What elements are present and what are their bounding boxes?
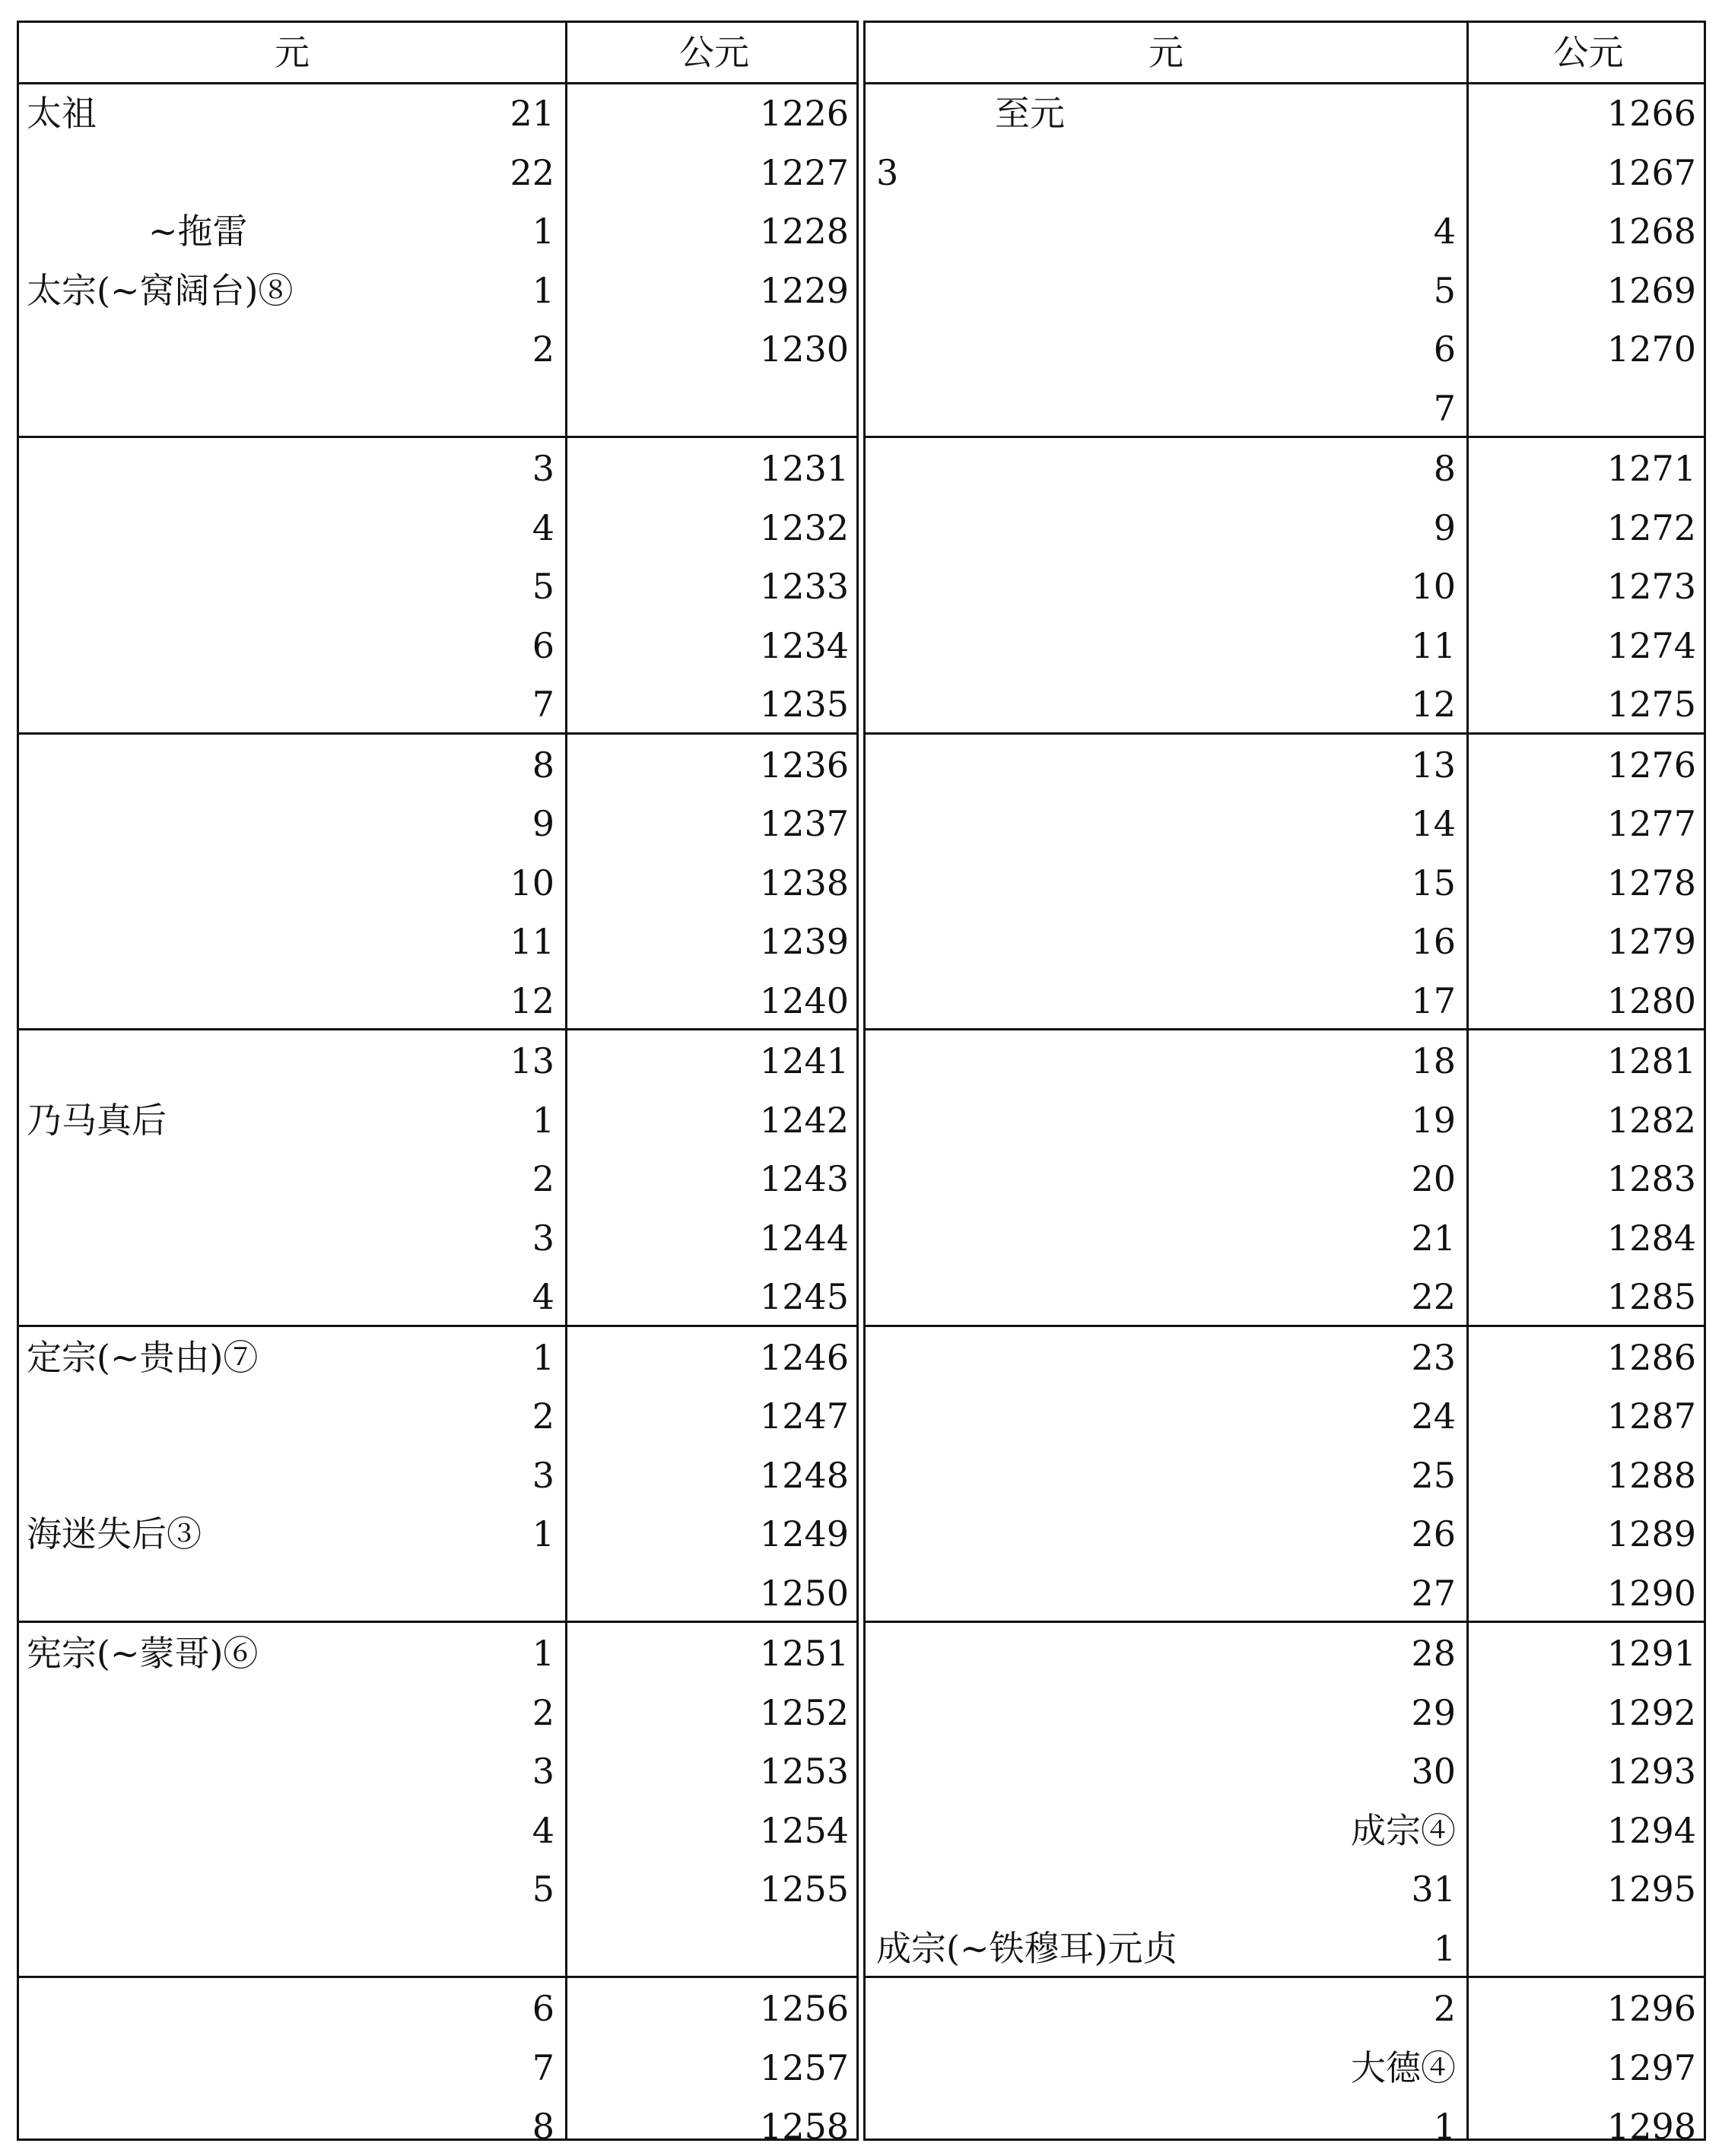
ce-year-cell: 1297 <box>1606 2046 1696 2088</box>
reign-year-cell: 31 <box>1411 1869 1456 1910</box>
reign-year-cell: 1 <box>532 1633 554 1674</box>
reign-year-cell: 3 <box>532 1217 554 1259</box>
ce-year-cell: 1250 <box>759 1572 849 1614</box>
ce-year-cell: 1252 <box>759 1691 849 1733</box>
ce-year-cell: 1246 <box>759 1336 849 1378</box>
ce-year-cell: 1272 <box>1606 506 1696 548</box>
ce-year-cell: 1248 <box>759 1454 849 1496</box>
ce-year-cell: 1235 <box>759 684 849 725</box>
ce-year-cell: 1229 <box>759 269 849 311</box>
reign-year-cell: 2 <box>1433 1988 1456 2029</box>
ce-year-cell: 1233 <box>759 566 849 607</box>
ce-year-cell: 1268 <box>1606 211 1696 252</box>
ce-year-cell: 1234 <box>759 624 849 666</box>
ce-year-cell: 1294 <box>1606 1809 1696 1851</box>
ce-year-cell: 1267 <box>1606 151 1696 193</box>
ce-year-cell: 1285 <box>1606 1276 1696 1317</box>
reign-year-cell: 1 <box>532 211 554 252</box>
reign-year-cell: 17 <box>1411 980 1456 1021</box>
block-separator <box>19 732 856 735</box>
reign-year-cell: 2 <box>532 1396 554 1437</box>
ce-year-cell: 1236 <box>759 744 849 786</box>
left-header-ce: 公元 <box>679 32 749 73</box>
reign-year-cell: 3 <box>532 1751 554 1792</box>
reign-year-cell: 1 <box>532 1336 554 1378</box>
ce-year-cell: 1258 <box>759 2106 849 2147</box>
reign-year-cell: 11 <box>1411 624 1456 666</box>
reign-year-cell: 8 <box>532 744 554 786</box>
ce-year-cell: 1280 <box>1606 980 1696 1021</box>
block-separator <box>19 1325 856 1327</box>
ce-year-cell <box>1471 1919 1696 1977</box>
ce-year-cell: 1231 <box>759 448 849 489</box>
ce-year-cell: 1283 <box>1606 1158 1696 1199</box>
reign-year-cell: 4 <box>532 1276 554 1317</box>
reign-year-cell: 12 <box>510 980 554 1021</box>
ce-year-cell: 1271 <box>1606 448 1696 489</box>
ce-year-cell: 1287 <box>1606 1396 1696 1437</box>
reign-year-cell: 1 <box>532 1099 554 1141</box>
ce-year-cell: 1251 <box>759 1633 849 1674</box>
ce-year-cell: 1230 <box>759 329 849 370</box>
reign-year-cell <box>247 1564 554 1622</box>
reign-year-cell: 2 <box>532 1158 554 1199</box>
reign-year-cell <box>247 379 554 437</box>
reign-year-cell: 13 <box>1411 744 1456 786</box>
ce-year-cell <box>570 379 849 437</box>
ce-year-cell: 1284 <box>1606 1217 1696 1259</box>
block-separator <box>866 1325 1704 1327</box>
reign-year-cell: 7 <box>1433 387 1456 429</box>
reign-year-cell: 22 <box>1411 1276 1456 1317</box>
era-name-cell: 3 <box>876 151 899 193</box>
ce-year-cell <box>570 1919 849 1977</box>
era-name-cell: 海迷失后③ <box>27 1513 202 1554</box>
reign-year-cell: 7 <box>532 2046 554 2088</box>
ce-year-cell: 1274 <box>1606 624 1696 666</box>
reign-year-cell: 1 <box>1433 2106 1456 2147</box>
right-column-divider <box>1466 23 1469 2139</box>
reign-year-cell: 7 <box>532 684 554 725</box>
reign-year-cell: 6 <box>532 624 554 666</box>
block-separator <box>866 1976 1704 1978</box>
reign-year-cell: 8 <box>532 2106 554 2147</box>
era-name-cell: 至元 <box>995 93 1065 134</box>
reign-year-cell: 8 <box>1433 448 1456 489</box>
ce-year-cell: 1288 <box>1606 1454 1696 1496</box>
reign-year-cell: 6 <box>532 1988 554 2029</box>
ce-year-cell: 1245 <box>759 1276 849 1317</box>
reign-year-cell: 1 <box>532 1513 554 1554</box>
right-table-header <box>866 23 1704 84</box>
ce-year-cell: 1241 <box>759 1040 849 1081</box>
era-name-cell: 太宗(~窝阔台)⑧ <box>27 269 294 311</box>
ce-year-cell: 1273 <box>1606 566 1696 607</box>
reign-year-cell: 9 <box>532 803 554 844</box>
reign-year-cell: 5 <box>532 566 554 607</box>
right-header-era: 元 <box>1149 32 1183 73</box>
reign-year-cell: 11 <box>510 921 554 962</box>
reign-year-cell: 4 <box>532 506 554 548</box>
reign-year-cell: 26 <box>1411 1513 1456 1554</box>
ce-year-cell: 1286 <box>1606 1336 1696 1378</box>
ce-year-cell: 1279 <box>1606 921 1696 962</box>
ce-year-cell: 1277 <box>1606 803 1696 844</box>
reign-year-cell: 10 <box>510 862 554 903</box>
ce-year-cell: 1291 <box>1606 1633 1696 1674</box>
block-separator <box>866 436 1704 438</box>
ce-year-cell: 1242 <box>759 1099 849 1141</box>
right-header-ce: 公元 <box>1553 32 1624 73</box>
reign-year-cell: 20 <box>1411 1158 1456 1199</box>
reign-year-cell: 13 <box>510 1040 554 1081</box>
reign-year-cell: 2 <box>532 1691 554 1733</box>
reign-year-cell <box>247 1919 554 1977</box>
era-name-cell: 太祖 <box>27 93 97 134</box>
reign-year-cell: 25 <box>1411 1454 1456 1496</box>
block-separator <box>19 1976 856 1978</box>
reign-year-cell: 21 <box>510 93 554 134</box>
reign-year-cell: 5 <box>1433 269 1456 311</box>
reign-year-cell: 3 <box>532 448 554 489</box>
reign-year-cell: 23 <box>1411 1336 1456 1378</box>
ce-year-cell: 1278 <box>1606 862 1696 903</box>
left-header-era: 元 <box>275 32 310 73</box>
ce-year-cell: 1275 <box>1606 684 1696 725</box>
reign-year-cell: 21 <box>1411 1217 1456 1259</box>
ce-year-cell: 1228 <box>759 211 849 252</box>
era-name-cell: 定宗(~贵由)⑦ <box>27 1336 259 1378</box>
reign-year-cell: 16 <box>1411 921 1456 962</box>
ce-year-cell: 1226 <box>759 93 849 134</box>
ce-year-cell: 1238 <box>759 862 849 903</box>
reign-year-cell: 5 <box>532 1869 554 1910</box>
reign-year-cell: 2 <box>532 329 554 370</box>
ce-year-cell: 1254 <box>759 1809 849 1851</box>
ce-year-cell: 1240 <box>759 980 849 1021</box>
era-name-cell: 成宗(~铁穆耳)元贞 <box>876 1927 1178 1969</box>
ce-year-cell: 1239 <box>759 921 849 962</box>
ce-year-cell: 1298 <box>1606 2106 1696 2147</box>
ce-year-cell: 1257 <box>759 2046 849 2088</box>
reign-year-cell: 9 <box>1433 506 1456 548</box>
reign-year-cell: 大德④ <box>1351 2046 1456 2088</box>
reign-year-cell: 29 <box>1411 1691 1456 1733</box>
ce-year-cell: 1296 <box>1606 1988 1696 2029</box>
reign-year-cell: 24 <box>1411 1396 1456 1437</box>
reign-year-cell: 22 <box>510 151 554 193</box>
left-table <box>17 21 859 2147</box>
block-separator <box>866 1028 1704 1030</box>
right-table <box>863 21 1706 2147</box>
ce-year-cell: 1289 <box>1606 1513 1696 1554</box>
left-table-header <box>19 23 856 84</box>
ce-year-cell: 1290 <box>1606 1572 1696 1614</box>
ce-year-cell: 1292 <box>1606 1691 1696 1733</box>
reign-year-cell: 4 <box>1433 211 1456 252</box>
ce-year-cell: 1244 <box>759 1217 849 1259</box>
reign-year-cell: 14 <box>1411 803 1456 844</box>
ce-year-cell: 1282 <box>1606 1099 1696 1141</box>
block-separator <box>19 1028 856 1030</box>
reign-year-cell: 3 <box>532 1454 554 1496</box>
reign-year-cell: 10 <box>1411 566 1456 607</box>
ce-year-cell: 1293 <box>1606 1751 1696 1792</box>
ce-year-cell <box>1471 379 1696 437</box>
ce-year-cell: 1295 <box>1606 1869 1696 1910</box>
block-separator <box>866 1621 1704 1623</box>
reign-year-cell: 12 <box>1411 684 1456 725</box>
ce-year-cell: 1266 <box>1606 93 1696 134</box>
ce-year-cell: 1249 <box>759 1513 849 1554</box>
era-name-cell: ~拖雷 <box>148 211 248 252</box>
reign-year-cell: 30 <box>1411 1751 1456 1792</box>
reign-year-cell: 28 <box>1411 1633 1456 1674</box>
era-name-cell: 宪宗(~蒙哥)⑥ <box>27 1633 259 1674</box>
ce-year-cell: 1281 <box>1606 1040 1696 1081</box>
ce-year-cell: 1237 <box>759 803 849 844</box>
reign-year-cell <box>1094 144 1456 202</box>
reign-year-cell: 1 <box>532 269 554 311</box>
ce-year-cell: 1253 <box>759 1751 849 1792</box>
ce-year-cell: 1256 <box>759 1988 849 2029</box>
block-separator <box>19 436 856 438</box>
ce-year-cell: 1269 <box>1606 269 1696 311</box>
ce-year-cell: 1247 <box>759 1396 849 1437</box>
era-name-cell: 乃马真后 <box>27 1099 167 1141</box>
reign-year-cell: 成宗④ <box>1351 1809 1456 1851</box>
reign-year-cell: 15 <box>1411 862 1456 903</box>
left-column-divider <box>565 23 567 2139</box>
ce-year-cell: 1276 <box>1606 744 1696 786</box>
reign-year-cell <box>1094 84 1456 142</box>
reign-year-cell: 4 <box>532 1809 554 1851</box>
ce-year-cell: 1243 <box>759 1158 849 1199</box>
block-separator <box>19 1621 856 1623</box>
reign-year-cell: 1 <box>1433 1927 1456 1969</box>
reign-year-cell: 6 <box>1433 329 1456 370</box>
reign-year-cell: 18 <box>1411 1040 1456 1081</box>
ce-year-cell: 1232 <box>759 506 849 548</box>
reign-year-cell: 19 <box>1411 1099 1456 1141</box>
block-separator <box>866 732 1704 735</box>
ce-year-cell: 1270 <box>1606 329 1696 370</box>
ce-year-cell: 1227 <box>759 151 849 193</box>
ce-year-cell: 1255 <box>759 1869 849 1910</box>
reign-year-cell: 27 <box>1411 1572 1456 1614</box>
